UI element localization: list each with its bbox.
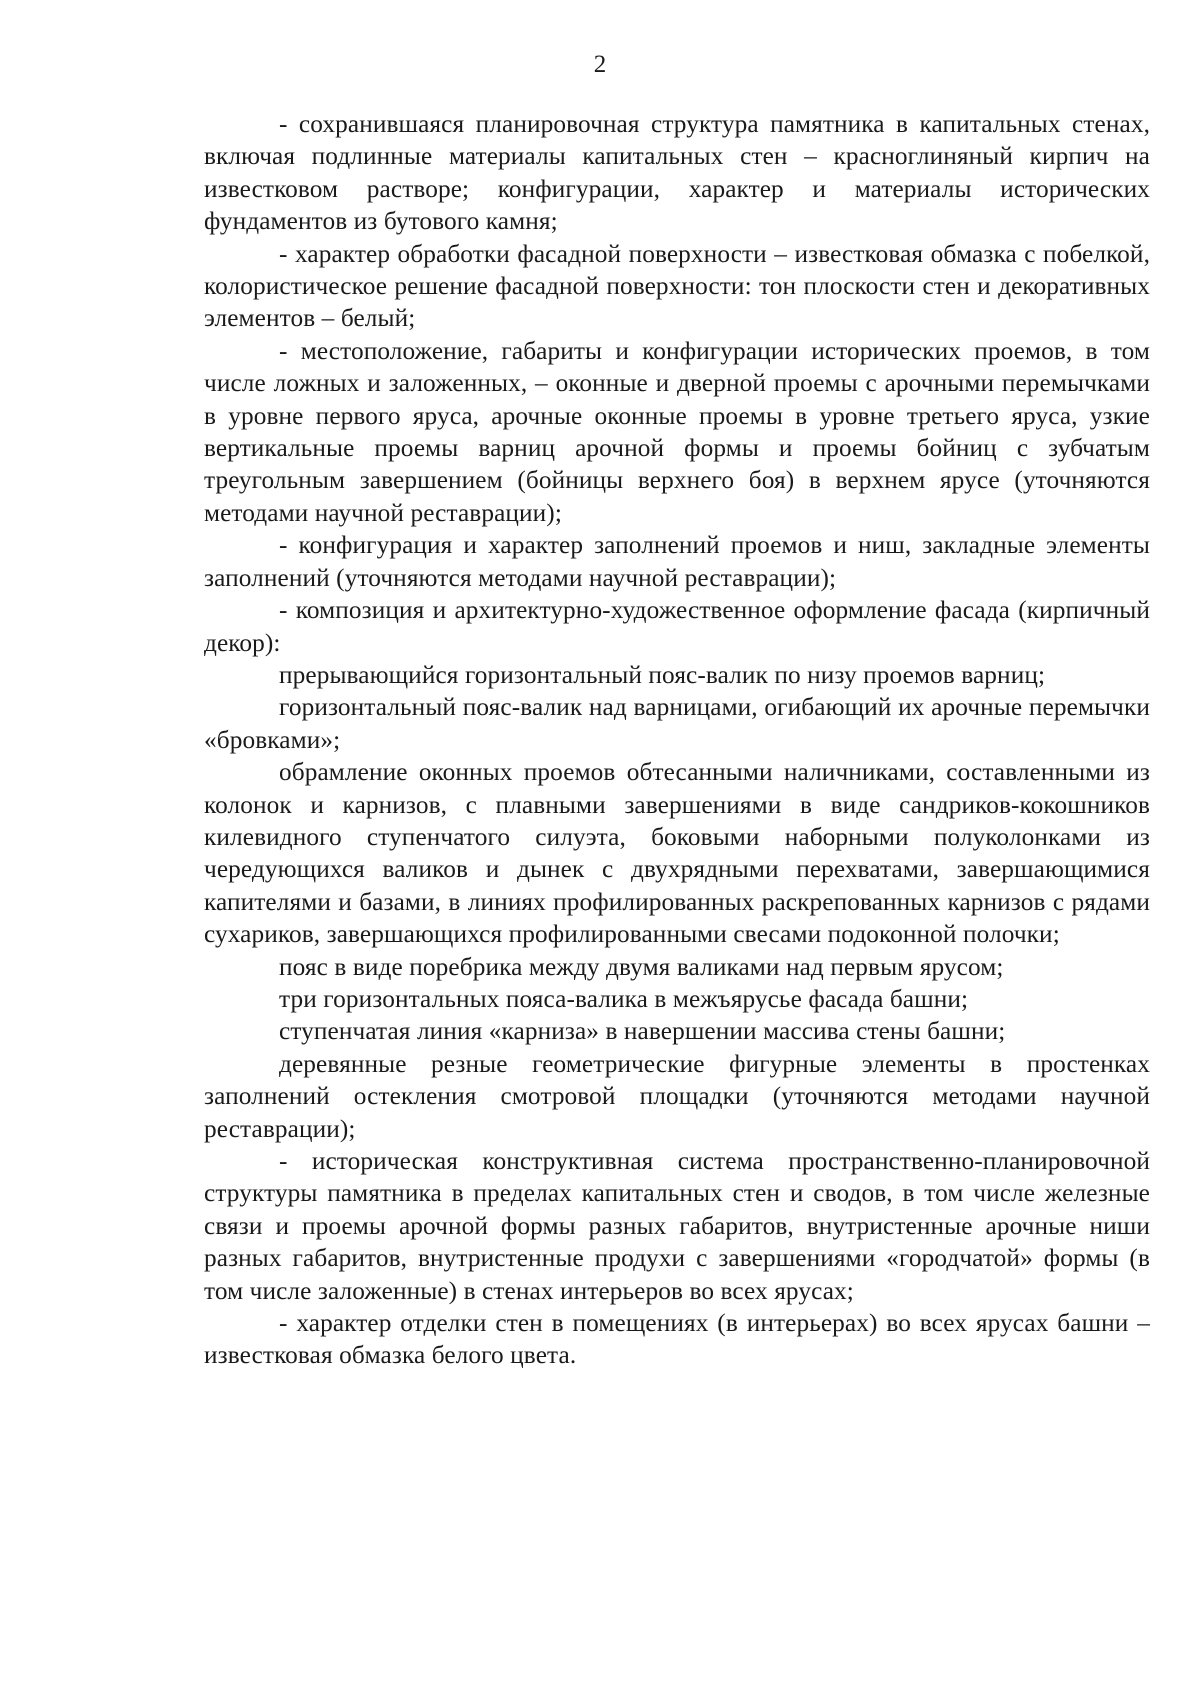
paragraph: - конфигурация и характер заполнений проемов и ниш, закладные элементы заполнений (уточняются методами научной реставрации); xyxy=(204,531,1150,592)
paragraph: пояс в виде поребрика между двумя валиками над первым ярусом; xyxy=(279,952,1004,981)
paragraph: - историческая конструктивная система пространственно-планировочной структуры памятника в пределах капитальных стен и сводов, в том числе железные связи и проемы арочной формы разных габаритов, внутристенные арочные ниши разных габаритов, внутристенные продухи с завершениями «городчатой» формы (в том числе заложенные) в стенах интерьеров во всех ярусах; xyxy=(204,1147,1150,1305)
paragraph: - характер обработки фасадной поверхности – известковая обмазка с побелкой, колористическое решение фасадной поверхности: тон плоскости стен и декоративных элементов – белый; xyxy=(204,239,1150,333)
paragraph: - характер отделки стен в помещениях (в интерьерах) во всех ярусах башни – известковая обмазка белого цвета. xyxy=(204,1309,1150,1370)
page-number: 2 xyxy=(593,51,607,78)
paragraph: деревянные резные геометрические фигурные элементы в простенках заполнений остекления смотровой площадки (уточняются методами научной реставрации); xyxy=(204,1049,1150,1143)
paragraph: - местоположение, габариты и конфигурации исторических проемов, в том числе ложных и заложенных, – оконные и дверной проемы с арочными перемычками в уровне первого яруса, арочные оконные проемы в уровне третьего яруса, узкие вертикальные проемы варниц арочной формы и проемы бойниц с зубчатым треугольным завершением (бойницы верхнего боя) в верхнем ярусе (уточняются методами научной реставрации); xyxy=(204,336,1150,527)
paragraph: горизонтальный пояс-валик над варницами, огибающий их арочные перемычки «бровками»; xyxy=(204,693,1150,754)
paragraph: - композиция и архитектурно-художественное оформление фасада (кирпичный декор): xyxy=(204,596,1150,657)
paragraph: обрамление оконных проемов обтесанными наличниками, составленными из колонок и карнизов, с плавными завершениями в виде сандриков-кокошников килевидного ступенчатого силуэта, боковыми наборными полуколонками из чередующихся валиков и дынек с двухрядными перехватами, завершающимися капителями и базами, в линиях профилированных раскрепованных карнизов с рядами сухариков, завершающихся профилированными свесами подоконной полочки; xyxy=(204,758,1150,949)
paragraph: ступенчатая линия «карниза» в навершении массива стены башни; xyxy=(279,1017,1006,1046)
document-body xyxy=(204,108,1150,1372)
paragraph: три горизонтальных пояса-валика в межъярусье фасада башни; xyxy=(279,984,969,1013)
paragraph: прерывающийся горизонтальный пояс-валик по низу проемов варниц; xyxy=(279,660,1046,689)
paragraph: - сохранившаяся планировочная структура памятника в капитальных стенах, включая подлинные материалы капитальных стен – красноглиняный кирпич на известковом растворе; конфигурации, характер и материалы исторических фундаментов из бутового камня; xyxy=(204,110,1150,236)
